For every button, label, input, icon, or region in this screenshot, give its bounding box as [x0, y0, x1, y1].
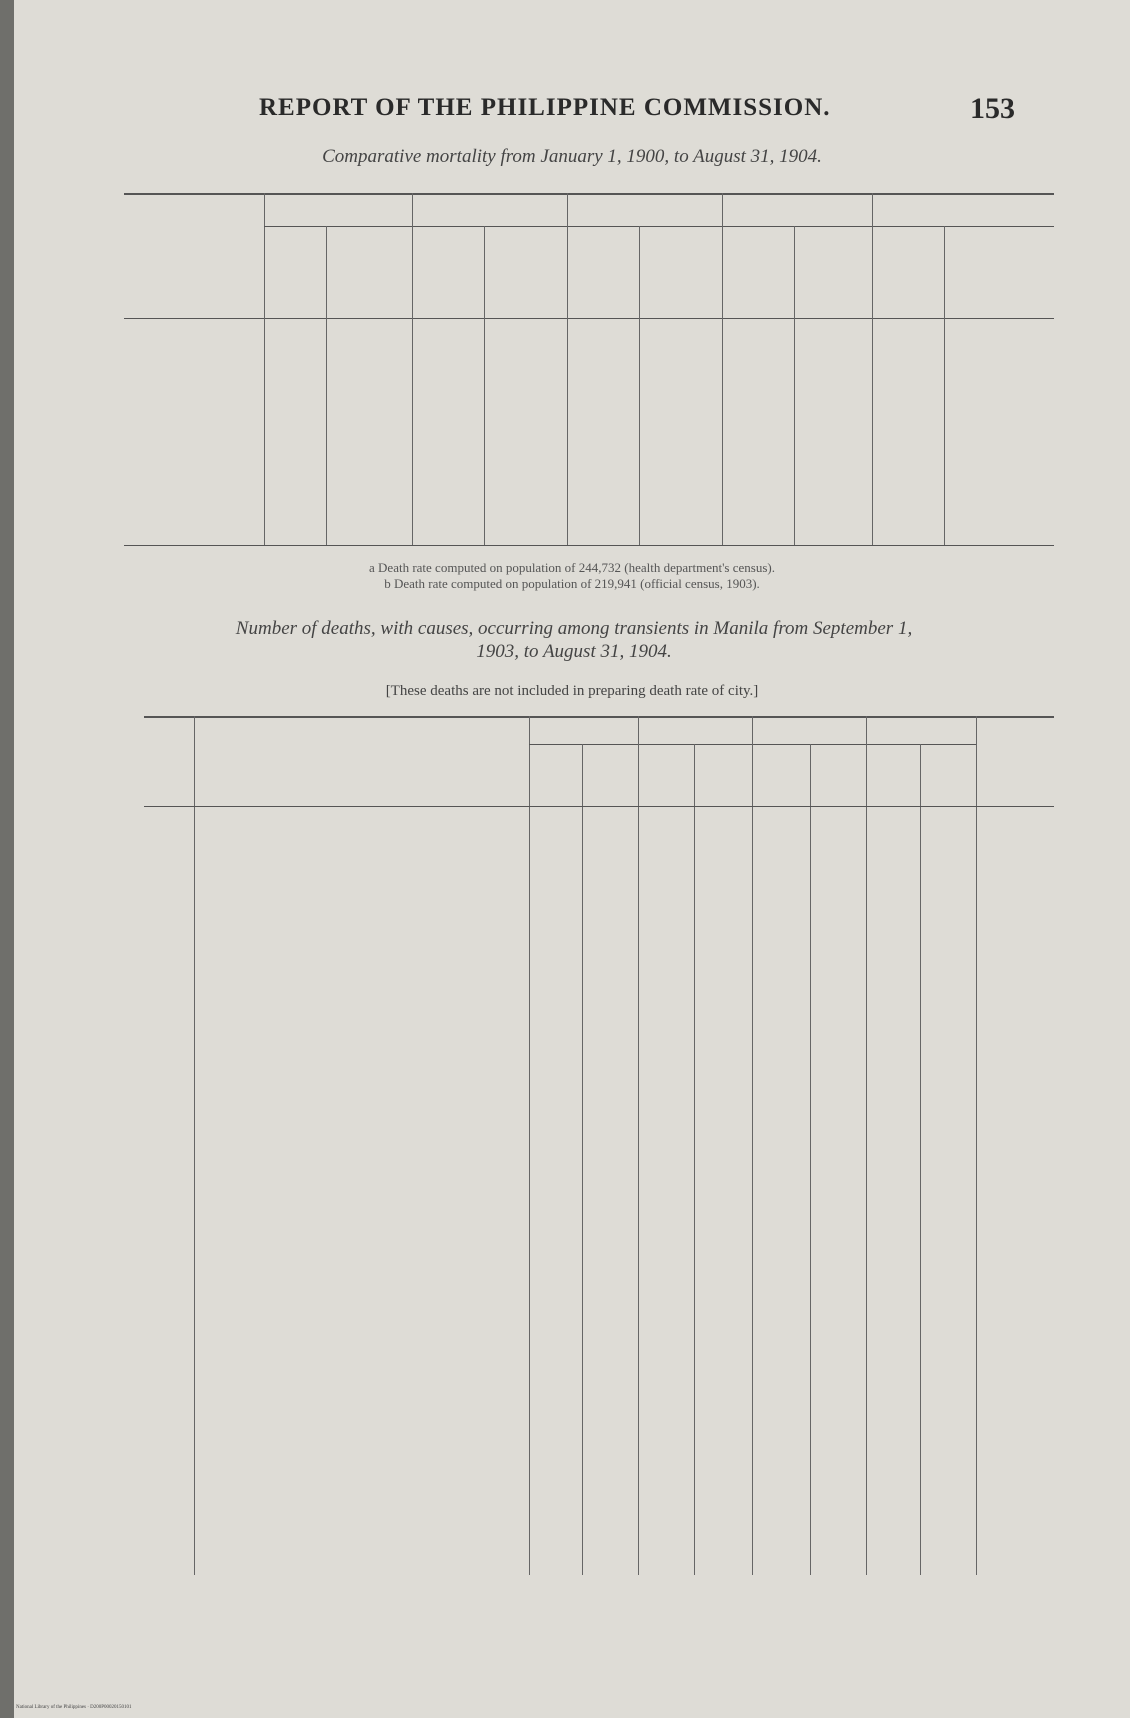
footnote-b: b Death rate computed on population of 219,941 (official census, 1903).	[384, 576, 760, 591]
year-underline	[567, 226, 722, 227]
sex-divider	[810, 744, 811, 1575]
page-number: 153	[970, 92, 1015, 125]
group-divider	[752, 716, 753, 1575]
year-underline	[872, 226, 1054, 227]
t2-header-rule	[144, 806, 1054, 807]
scan-gutter	[0, 0, 14, 1718]
group-underline	[529, 744, 638, 745]
subcol-divider	[326, 226, 327, 545]
subcol-divider	[944, 226, 945, 545]
t2-cause-divider	[529, 716, 530, 1575]
table2-title-line2: 1903, to August 31, 1904.	[476, 641, 672, 662]
t2-top-rule	[144, 716, 1054, 718]
document-page	[14, 0, 1130, 1718]
year-underline	[412, 226, 567, 227]
sex-divider	[582, 744, 583, 1575]
year-divider	[412, 193, 413, 545]
subcol-divider	[794, 226, 795, 545]
t1-month-divider	[264, 193, 265, 545]
table2-note: [These deaths are not included in preparing death rate of city.]	[385, 683, 759, 699]
year-underline	[722, 226, 872, 227]
group-underline	[752, 744, 866, 745]
running-title: REPORT OF THE PHILIPPINE COMMISSION.	[259, 94, 831, 121]
subcol-divider	[484, 226, 485, 545]
group-divider	[638, 716, 639, 1575]
t2-code-divider	[194, 716, 195, 1575]
group-divider	[866, 716, 867, 1575]
footnote-a: a Death rate computed on population of 244,732 (health department's census).	[369, 560, 775, 575]
table1-title: Comparative mortality from January 1, 1900, to August 31, 1904.	[322, 146, 822, 167]
subcol-divider	[639, 226, 640, 545]
group-underline	[866, 744, 976, 745]
scan-credit: National Library of the Philippines · D200P00020150101	[16, 1705, 132, 1710]
sex-divider	[694, 744, 695, 1575]
year-divider	[567, 193, 568, 545]
t1-bottom-rule	[124, 545, 1054, 546]
year-divider	[872, 193, 873, 545]
table2-title-line1: Number of deaths, with causes, occurring among transients in Manila from September 1,	[235, 618, 913, 639]
year-divider	[722, 193, 723, 545]
total-divider	[976, 716, 977, 1575]
sex-divider	[920, 744, 921, 1575]
page-header	[14, 92, 1130, 132]
year-underline	[264, 226, 412, 227]
group-underline	[638, 744, 752, 745]
